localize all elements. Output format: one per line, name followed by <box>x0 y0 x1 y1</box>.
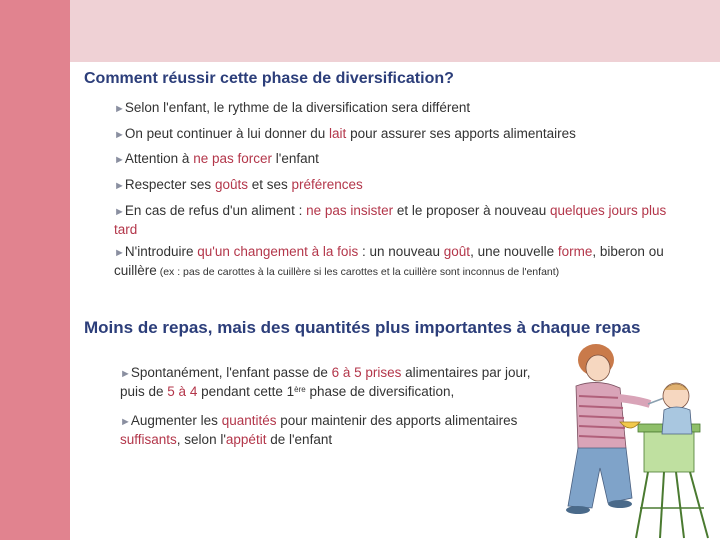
bullet-item-2: ►On peut continuer à lui donner du lait pour assurer ses apports alimentaires <box>114 126 576 141</box>
bullet-item-1: ►Selon l'enfant, le rythme de la diversification sera différent <box>114 100 471 115</box>
bullet-item-7: ►Spontanément, l'enfant passe de 6 à 5 prises alimentaires par jour, puis de 5 à 4 pendant cette 1ère phase de diversification, <box>120 365 531 399</box>
bullet-item-6: ►N'introduire qu'un changement à la fois : un nouveau goût, une nouvelle forme, biberon ou cuillère (ex : pas de carottes à la cuillère si les carottes et la cuillère sont inconnus de l'enfant) <box>114 244 664 278</box>
bullet-item-8: ►Augmenter les quantités pour maintenir des apports alimentaires suffisants, selon l'appétit de l'enfant <box>120 413 518 447</box>
bullet-item-5: ►En cas de refus d'un aliment : ne pas insister et le proposer à nouveau quelques jours plus tard <box>114 203 667 237</box>
bullet-arrow-icon: ► <box>120 368 131 380</box>
bullet-arrow-icon: ► <box>120 416 131 428</box>
bullet-arrow-icon: ► <box>114 103 125 115</box>
bullet-arrow-icon: ► <box>114 206 125 218</box>
bullet-item-4: ►Respecter ses goûts et ses préférences <box>114 177 363 192</box>
left-accent-bar <box>0 0 70 540</box>
bullet-arrow-icon: ► <box>114 129 125 141</box>
bullet-arrow-icon: ► <box>114 247 125 259</box>
mother-feeding-child-illustration <box>548 338 720 540</box>
top-header-band <box>70 0 720 62</box>
bullet-item-3: ►Attention à ne pas forcer l'enfant <box>114 151 319 166</box>
bullet-arrow-icon: ► <box>114 154 125 166</box>
section-title-diversification: Comment réussir cette phase de diversification? <box>84 70 454 87</box>
section-title-meals: Moins de repas, mais des quantités plus importantes à chaque repas <box>84 318 641 337</box>
bullet-arrow-icon: ► <box>114 180 125 192</box>
